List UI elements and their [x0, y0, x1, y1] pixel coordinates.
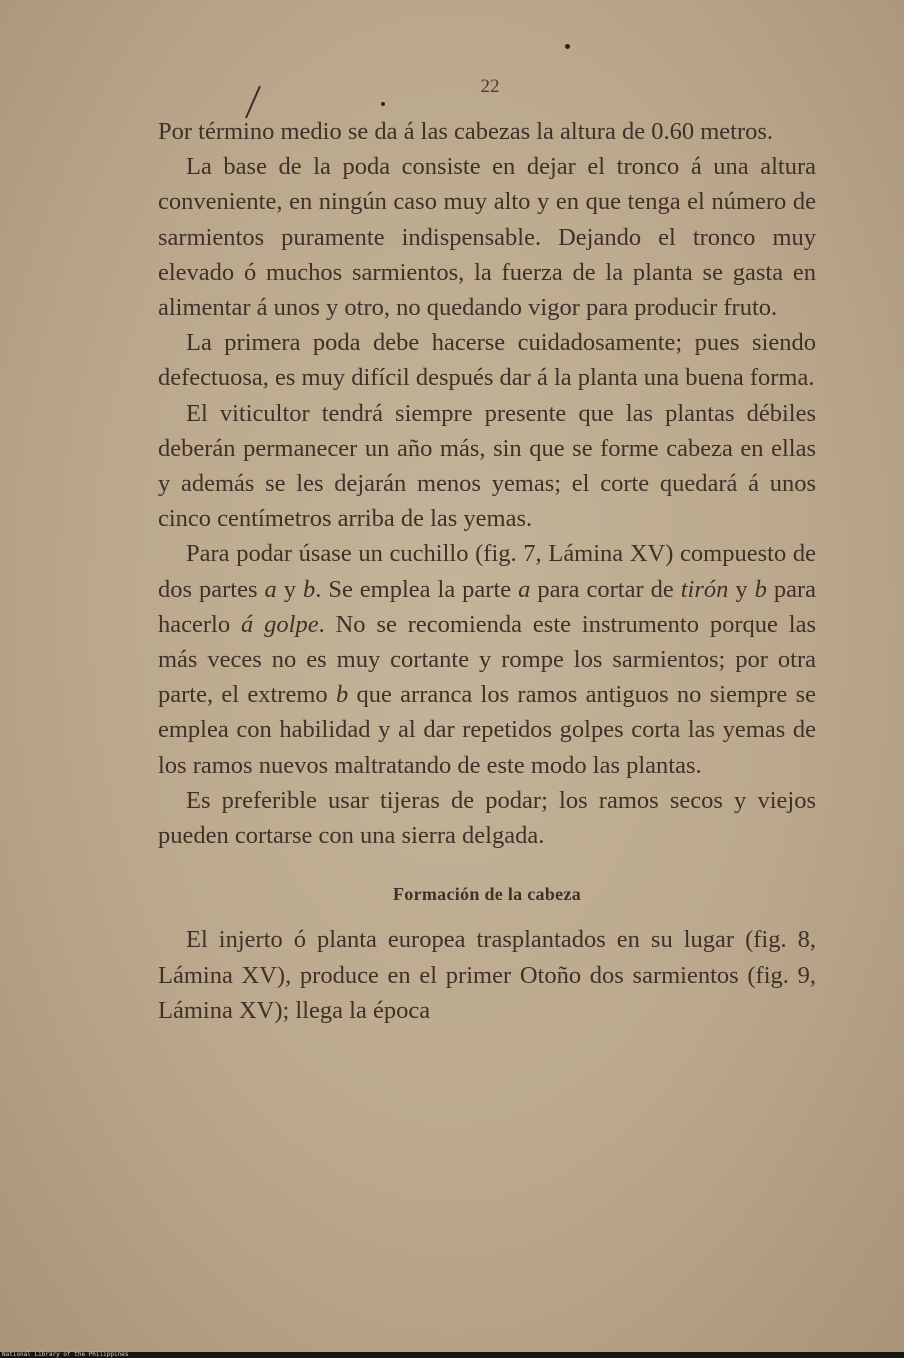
ink-spot	[565, 44, 570, 49]
paragraph: La primera poda debe hacerse cuidadosamente; pues siendo defectuosa, es muy difícil después dar á la planta una buena forma.	[158, 329, 816, 392]
section-heading: Formación de la cabeza	[392, 884, 582, 905]
paragraph: El injerto ó planta europea trasplantados en su lugar (fig. 8, Lámina XV), produce en el primer Otoño dos sarmientos (fig. 9, Lámina XV); llega la época	[158, 926, 816, 1024]
ink-spot	[381, 102, 385, 106]
paragraph: Para podar úsase un cuchillo (fig. 7, Lámina XV) compuesto de dos partes a y b. Se emplea la parte a para cortar de tirón y b para hacerlo á golpe. No se recomienda este instrumento porque las más veces no es muy cortante y rompe los sarmientos; por otra parte, el extremo b que arranca los ramos antiguos no siempre se emplea con habilidad y al dar repetidos golpes corta las yemas de los ramos nuevos maltratando de este modo las plantas.	[158, 540, 817, 779]
page-number: 22	[480, 76, 500, 97]
paragraph: Por término medio se da á las cabezas la altura de 0.60 metros.	[158, 118, 774, 145]
paragraph: Es preferible usar tijeras de podar; los ramos secos y viejos pueden cortarse con una sierra delgada.	[158, 786, 816, 850]
footer-credit: National Library of the Philippines	[2, 1351, 129, 1358]
body-text	[158, 114, 816, 1028]
paragraph: El viticultor tendrá siempre presente que las plantas débiles deberán permanecer un año más, sin que se forme cabeza en ellas y además se les dejarán menos yemas; el corte quedará á unos cinco centímetros arriba de las yemas.	[158, 399, 816, 533]
paragraph: La base de la poda consiste en dejar el tronco á una altura conveniente, en ningún caso muy alto y en que tenga el número de sarmientos puramente indispensable. Dejando el tronco muy elevado ó muchos sarmientos, la fuerza de la planta se gasta en alimentar á unos y otro, no quedando vigor para producir fruto.	[158, 153, 816, 322]
